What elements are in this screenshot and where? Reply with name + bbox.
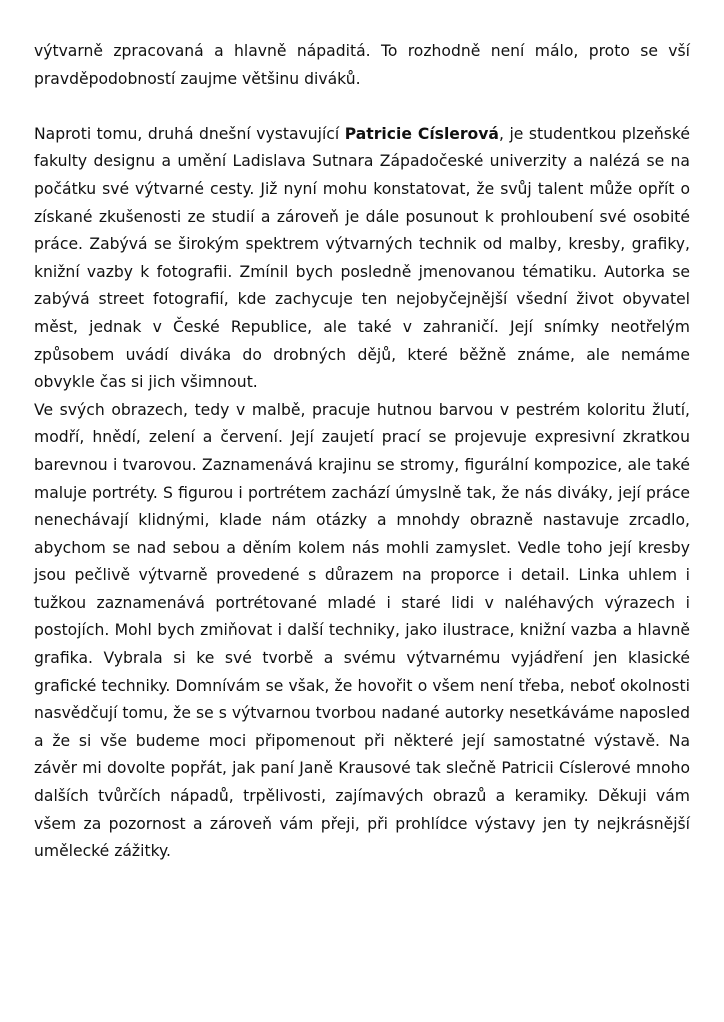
paragraph-intro-continuation: výtvarně zpracovaná a hlavně nápaditá. To rozhodně není málo, proto se vší pravděpodobností zaujme většinu diváků. [34, 42, 690, 88]
paragraph-text-after-name: , je studentkou plzeňské fakulty designu a umění Ladislava Sutnara Západočeské univerzity a nalézá se na počátku své výtvarné cesty. Již nyní mohu konstatovat, že svůj talent může opřít o získané zkušenosti ze studií a zároveň je dále posunout k prohloubení své osobité práce. Zabývá se širokým spektrem výtvarných technik od malby, kresby, grafiky, knižní vazby k fotografii. Zmínil bych posledně jmenovanou tématiku. Autorka se zabývá street fotografií, kde zachycuje ten nejobyčejnější všední život obyvatel měst, jednak v České Republice, ale také v zahraničí. Její snímky neotřelým způsobem uvádí diváka do drobných dějů, které běžně známe, ale nemáme obvykle čas si jich všimnout. [34, 124, 690, 392]
paragraph-gap [34, 93, 690, 121]
paragraph-patricie-cislerova [34, 121, 690, 397]
body-text [34, 38, 690, 866]
paragraph-paintings: Ve svých obrazech, tedy v malbě, pracuje hutnou barvou v pestrém koloritu žlutí, modří, hnědí, zelení a červení. Její zaujetí prací se projevuje expresivní zkratkou barevnou i tvarovou. Zaznamenává krajinu se stromy, figurální kompozice, ale také maluje portréty. S figurou i portrétem zachází úmyslně tak, že nás diváky, její práce nenechávají klidnými, klade nám otázky a mnohdy obrazně nastavuje zrcadlo, abychom se nad sebou a děním kolem nás mohli zamyslet. Vedle toho její kresby jsou pečlivě výtvarně provedené s důrazem na proporce i detail. Linka uhlem i tužkou zaznamenává portrétované mladé i staré lidi v naléhavých výrazech i postojích. Mohl bych zmiňovat i další techniky, jako ilustrace, knižní vazba a hlavně grafika. Vybrala si ke své tvorbě a svému výtvarnému vyjádření jen klasické grafické techniky. Domnívám se však, že hovořit o všem není třeba, neboť okolnosti nasvědčují tomu, že se s výtvarnou tvorbou nadané autorky nesetkáváme naposled a že si vše budeme moci připomenout při některé její samostatné výstavě. Na závěr mi dovolte popřát, jak paní Janě Krausové tak slečně Patricii Císlerové mnoho dalších tvůrčích nápadů, trpělivosti, zajímavých obrazů a keramiky. Děkuji vám všem za pozornost a zároveň vám přeji, při prohlídce výstavy jen ty nejkrásnější umělecké zážitky. [34, 400, 690, 861]
paragraph-text-before-name: Naproti tomu, druhá dnešní vystavující [34, 124, 345, 143]
artist-name-bold: Patricie Císlerová [344, 124, 499, 143]
